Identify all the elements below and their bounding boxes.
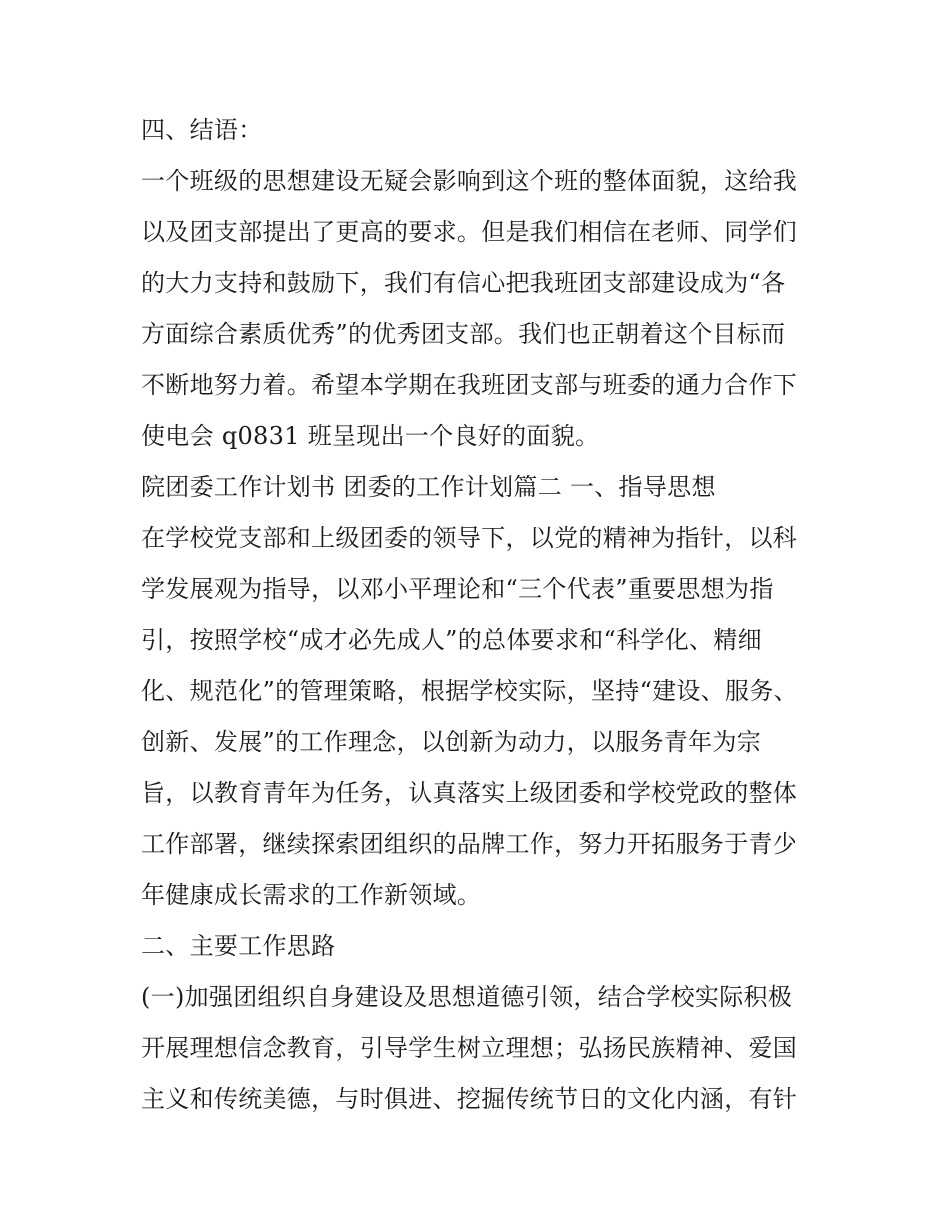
paragraph-line: (一)加强团组织自身建设及思想道德引领，结合学校实际积极	[141, 983, 793, 1011]
paragraph-line: 主义和传统美德，与时俱进、挖掘传统节日的文化内涵，有针	[141, 1085, 798, 1113]
section-heading-guiding-thought: 院团委工作计划书 团委的工作计划篇二 一、指导思想	[141, 473, 716, 501]
paragraph-line: 引，按照学校“成才必先成人”的总体要求和“科学化、精细	[141, 626, 762, 654]
paragraph-line: 化、规范化”的管理策略，根据学校实际，坚持“建设、服务、	[141, 677, 798, 705]
paragraph-line: 在学校党支部和上级团委的领导下，以党的精神为指针，以科	[141, 524, 798, 552]
paragraph-line: 工作部署，继续探索团组织的品牌工作，努力开拓服务于青少	[141, 830, 798, 858]
paragraph-line: 一个班级的思想建设无疑会影响到这个班的整体面貌，这给我	[141, 167, 798, 195]
paragraph-line: 使电会 q0831 班呈现出一个良好的面貌。	[141, 422, 600, 450]
paragraph-line: 旨，以教育青年为任务，认真落实上级团委和学校党政的整体	[141, 779, 798, 807]
section-heading-main-ideas: 二、主要工作思路	[141, 932, 336, 960]
paragraph-line: 不断地努力着。希望本学期在我班团支部与班委的通力合作下	[141, 371, 798, 399]
paragraph-line: 的大力支持和鼓励下，我们有信心把我班团支部建设成为“各	[141, 269, 786, 297]
paragraph-line: 以及团支部提出了更高的要求。但是我们相信在老师、同学们	[141, 218, 798, 246]
paragraph-line: 学发展观为指导，以邓小平理论和“三个代表”重要思想为指	[141, 575, 774, 603]
section-heading-conclusion: 四、结语：	[141, 116, 263, 144]
paragraph-line: 开展理想信念教育，引导学生树立理想；弘扬民族精神、爱国	[141, 1034, 798, 1062]
paragraph-line: 创新、发展”的工作理念，以创新为动力，以服务青年为宗	[141, 728, 762, 756]
paragraph-line: 年健康成长需求的工作新领域。	[141, 881, 482, 909]
paragraph-line: 方面综合素质优秀”的优秀团支部。我们也正朝着这个目标而	[141, 320, 786, 348]
